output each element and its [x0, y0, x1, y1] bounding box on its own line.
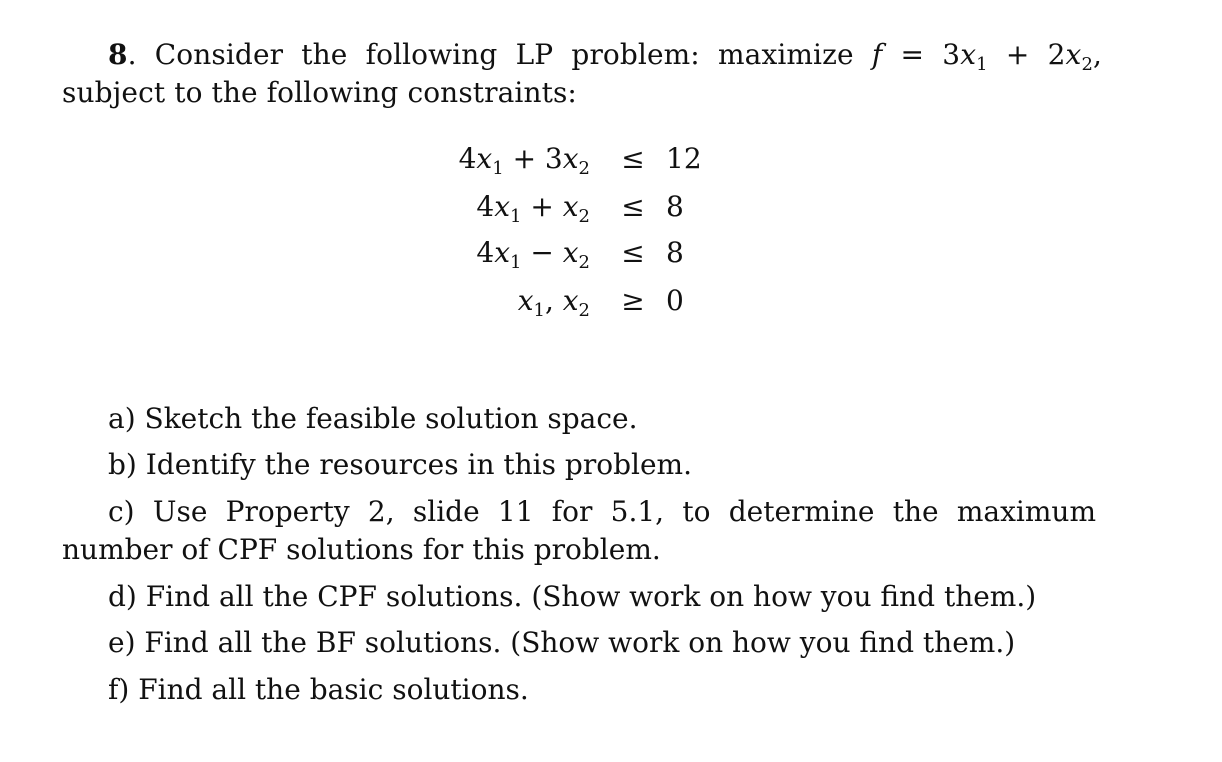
objective-sub1: 1 — [976, 54, 988, 75]
constraint-relation: ≤ — [621, 236, 645, 269]
constraint-row — [400, 284, 720, 324]
constraint-relation: ≥ — [621, 284, 645, 317]
question-d: d) Find all the CPF solutions. (Show work on how you find them.) — [108, 580, 1037, 613]
constraint-lhs: $4x_1 - x_2$ — [476, 236, 590, 273]
intro-tail: , subject to the following constraints: — [62, 38, 1103, 109]
constraint-lhs: $x_1$, $x_2$ — [517, 284, 590, 321]
objective-plus: + 2 — [987, 38, 1066, 71]
constraint-row — [400, 142, 720, 182]
objective-sub2: 2 — [1081, 54, 1093, 75]
problem-number: 8 — [108, 38, 128, 71]
constraint-rhs: 8 — [666, 190, 684, 223]
question-a: a) Sketch the feasible solution space. — [108, 402, 638, 435]
constraint-rhs: 0 — [666, 284, 684, 317]
question-f: f) Find all the basic solutions. — [108, 673, 529, 706]
constraint-row — [400, 236, 720, 276]
objective-equals: = 3 — [882, 38, 961, 71]
intro-text: . Consider the following LP problem: maximize — [127, 38, 872, 71]
objective-var1: x — [960, 38, 977, 71]
constraint-relation: ≤ — [621, 142, 645, 175]
constraint-rhs: 12 — [666, 142, 702, 175]
question-e: e) Find all the BF solutions. (Show work on how you find them.) — [108, 626, 1016, 659]
constraint-lhs: $4x_1 + 3x_2$ — [458, 142, 590, 179]
objective-function-symbol: f — [871, 38, 883, 71]
question-c: c) Use Property 2, slide 11 for 5.1, to determine the maximum number of CPF solutions for this problem. — [62, 495, 1096, 566]
question-b: b) Identify the resources in this problem. — [108, 448, 692, 481]
constraint-row — [400, 190, 720, 230]
objective-var2: x — [1065, 38, 1082, 71]
problem-statement — [62, 36, 1102, 112]
constraint-rhs: 8 — [666, 236, 684, 269]
constraint-relation: ≤ — [621, 190, 645, 223]
constraint-lhs: $4x_1 + x_2$ — [476, 190, 590, 227]
